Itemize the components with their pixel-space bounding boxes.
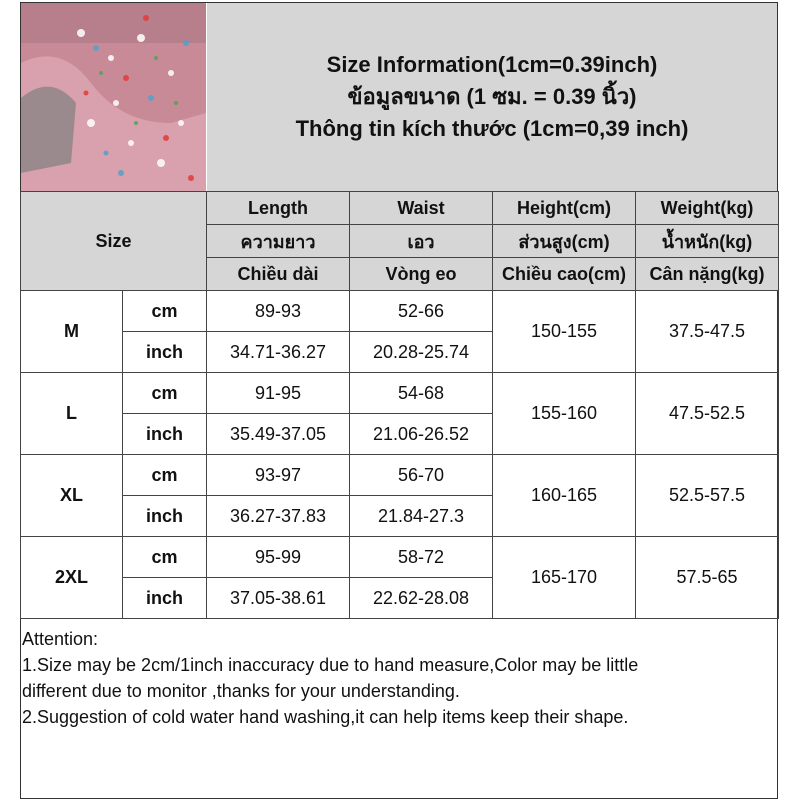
unit-cm: cm [123,537,207,578]
title-vietnamese: Thông tin kích thước (1cm=0,39 inch) [295,116,689,141]
weight-value: 52.5-57.5 [636,455,779,537]
waist-cm: 56-70 [350,455,493,496]
title-english: Size Information(1cm=0.39inch) [326,52,658,77]
size-2xl: 2XL [21,537,123,619]
waist-inch: 21.84-27.3 [350,496,493,537]
col-waist-en: Waist [350,192,493,225]
attention-note-2: 2.Suggestion of cold water hand washing,it can help items keep their shape. [22,707,629,727]
unit-inch: inch [123,332,207,373]
size-l: L [21,373,123,455]
waist-inch: 20.28-25.74 [350,332,493,373]
size-xl: XL [21,455,123,537]
col-weight-th: น้ำหนัก(kg) [636,225,779,258]
table-row [21,291,779,332]
weight-value: 57.5-65 [636,537,779,619]
col-height-vi: Chiều cao(cm) [493,258,636,291]
table-row [21,537,779,578]
waist-inch: 22.62-28.08 [350,578,493,619]
waist-inch: 21.06-26.52 [350,414,493,455]
attention-notes [22,626,772,730]
unit-inch: inch [123,414,207,455]
col-waist-vi: Vòng eo [350,258,493,291]
height-value: 150-155 [493,291,636,373]
attention-note-1b: different due to monitor ,thanks for your understanding. [22,681,460,701]
unit-cm: cm [123,373,207,414]
col-length-en: Length [207,192,350,225]
attention-note-1a: 1.Size may be 2cm/1inch inaccuracy due to hand measure,Color may be little [22,655,639,675]
col-waist-th: เอว [350,225,493,258]
height-value: 165-170 [493,537,636,619]
title-thai: ข้อมูลขนาด (1 ซม. = 0.39 นิ้ว) [347,84,637,109]
floral-fabric-image [21,3,206,191]
length-cm: 95-99 [207,537,350,578]
height-value: 155-160 [493,373,636,455]
size-table [20,191,779,619]
weight-value: 37.5-47.5 [636,291,779,373]
col-height-en: Height(cm) [493,192,636,225]
height-value: 160-165 [493,455,636,537]
length-inch: 36.27-37.83 [207,496,350,537]
waist-cm: 54-68 [350,373,493,414]
attention-title: Attention: [22,629,99,649]
length-inch: 34.71-36.27 [207,332,350,373]
unit-cm: cm [123,455,207,496]
table-row [21,373,779,414]
length-cm: 91-95 [207,373,350,414]
unit-cm: cm [123,291,207,332]
product-photo [21,3,206,191]
col-height-th: ส่วนสูง(cm) [493,225,636,258]
table-row [21,455,779,496]
length-inch: 37.05-38.61 [207,578,350,619]
unit-inch: inch [123,578,207,619]
col-weight-vi: Cân nặng(kg) [636,258,779,291]
size-header: Size [21,192,207,291]
col-weight-en: Weight(kg) [636,192,779,225]
waist-cm: 52-66 [350,291,493,332]
length-cm: 93-97 [207,455,350,496]
length-cm: 89-93 [207,291,350,332]
waist-cm: 58-72 [350,537,493,578]
col-length-vi: Chiều dài [207,258,350,291]
length-inch: 35.49-37.05 [207,414,350,455]
weight-value: 47.5-52.5 [636,373,779,455]
col-length-th: ความยาว [207,225,350,258]
size-m: M [21,291,123,373]
unit-inch: inch [123,496,207,537]
